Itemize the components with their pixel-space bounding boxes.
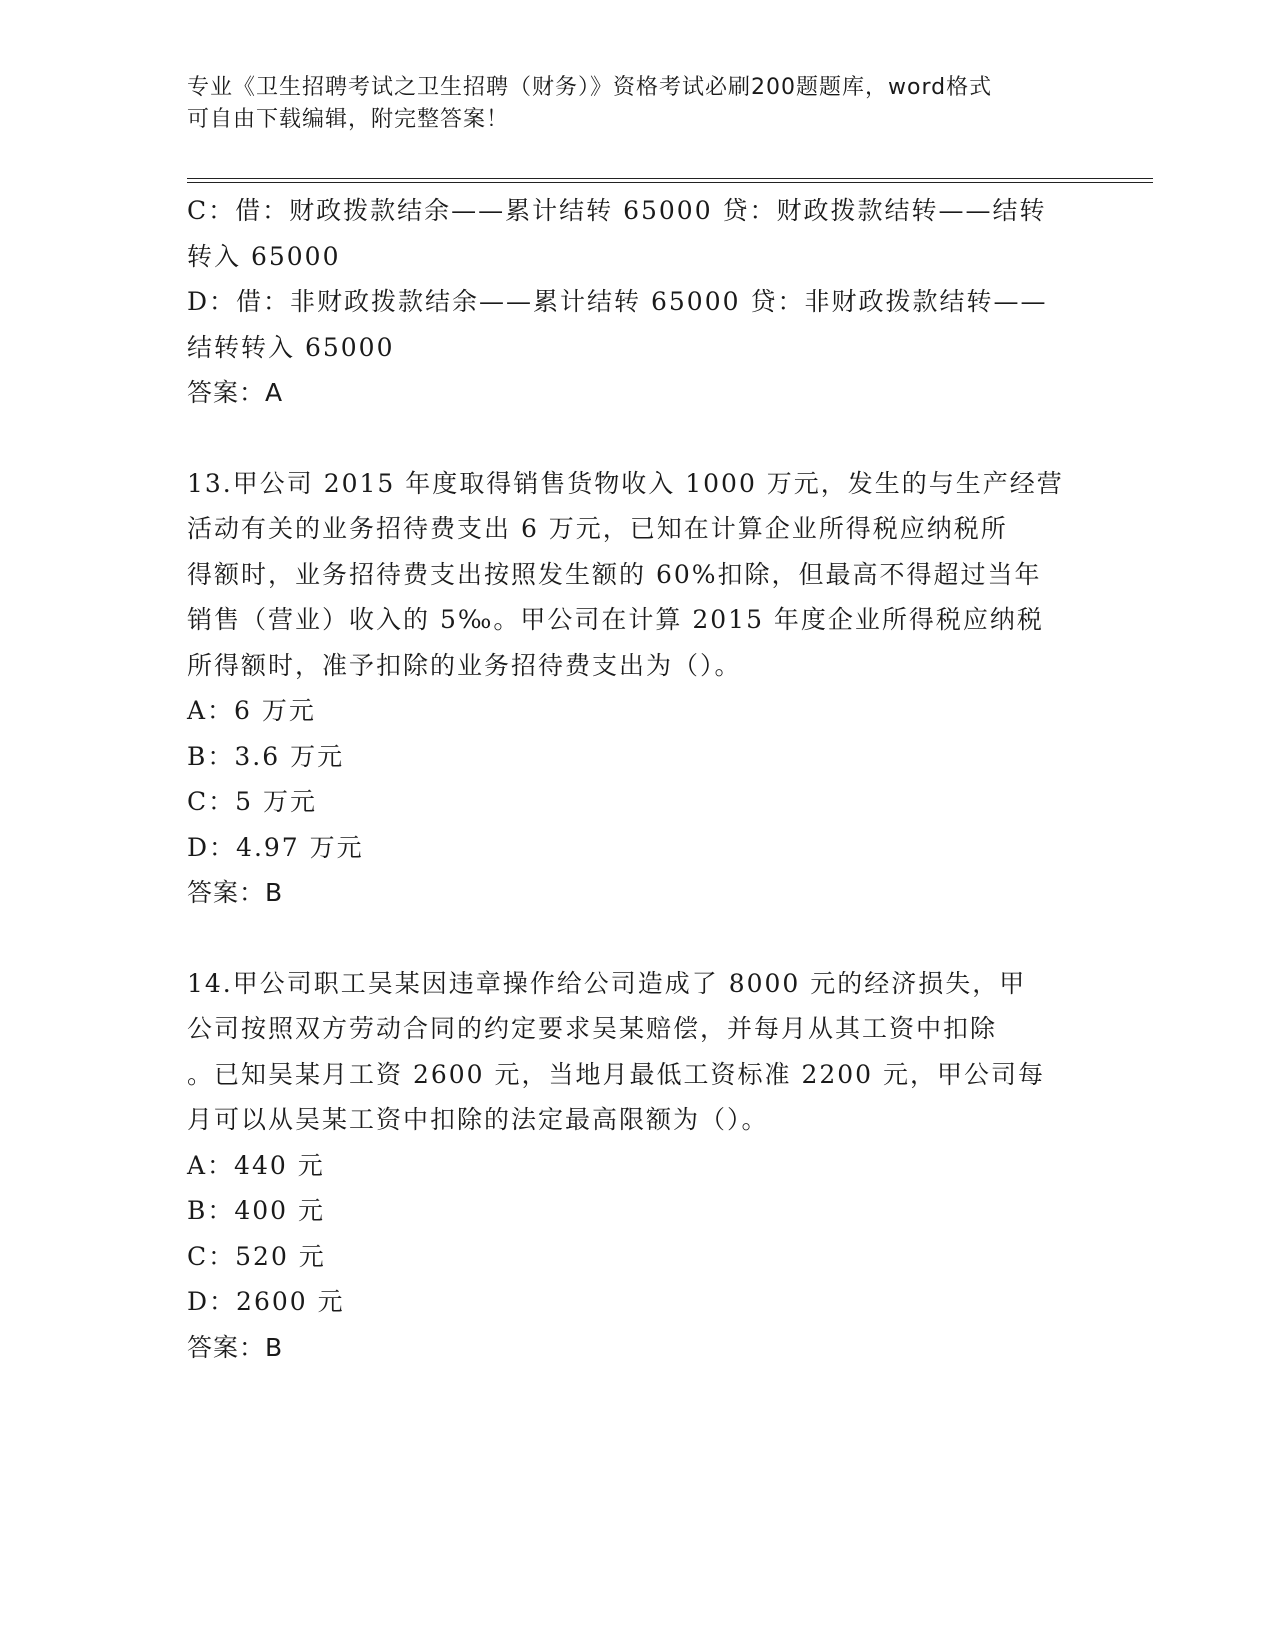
header-line-2: 可自由下载编辑，附完整答案！ [187, 107, 510, 132]
question-12-tail [187, 188, 1087, 416]
answer-13: 答案：B [187, 878, 284, 907]
option-d: D：2600 元 [187, 1287, 345, 1316]
question-stem-line: 公司按照双方劳动合同的约定要求吴某赔偿，并每月从其工资中扣除 [187, 1014, 998, 1043]
question-stem-line: 14.甲公司职工吴某因违章操作给公司造成了 8000 元的经济损失，甲 [187, 968, 1027, 998]
option-c: C：5 万元 [187, 787, 317, 816]
question-stem-line: 活动有关的业务招待费支出 6 万元，已知在计算企业所得税应纳税所 [187, 514, 1008, 543]
answer-12: 答案：A [187, 378, 284, 407]
document-header [187, 72, 1087, 136]
option-d: D：4.97 万元 [187, 832, 364, 862]
answer-14: 答案：B [187, 1332, 284, 1362]
option-b: B：3.6 万元 [187, 741, 345, 771]
option-b: B：400 元 [187, 1196, 326, 1225]
document-body [187, 188, 1087, 1370]
header-divider [187, 178, 1153, 183]
question-13 [187, 461, 1087, 916]
option-d-line-2: 结转转入 65000 [187, 332, 395, 362]
option-a: A：6 万元 [187, 696, 316, 725]
option-d-line-1: D：借：非财政拨款结余——累计结转 65000 贷：非财政拨款结转—— [187, 287, 1048, 316]
question-stem-line: 得额时，业务招待费支出按照发生额的 60%扣除，但最高不得超过当年 [187, 559, 1042, 589]
question-stem-line: 所得额时，准予扣除的业务招待费支出为（）。 [187, 650, 742, 680]
question-stem-line: 月可以从吴某工资中扣除的法定最高限额为（）。 [187, 1105, 769, 1134]
option-a: A：440 元 [187, 1150, 325, 1180]
question-14 [187, 961, 1087, 1371]
option-c-line-1: C：借：财政拨款结余——累计结转 65000 贷：财政拨款结转——结转 [187, 196, 1047, 225]
option-c-line-2: 转入 65000 [187, 241, 341, 271]
question-stem-line: 销售（营业）收入的 5‰。甲公司在计算 2015 年度企业所得税应纳税 [187, 605, 1044, 634]
question-stem-line: 13.甲公司 2015 年度取得销售货物收入 1000 万元，发生的与生产经营 [187, 468, 1064, 498]
question-stem-line: 。已知吴某月工资 2600 元，当地月最低工资标准 2200 元，甲公司每 [187, 1059, 1046, 1089]
header-line-1: 专业《卫生招聘考试之卫生招聘（财务）》资格考试必刷200题题库，word格式 [187, 75, 993, 100]
option-c: C：520 元 [187, 1241, 326, 1271]
